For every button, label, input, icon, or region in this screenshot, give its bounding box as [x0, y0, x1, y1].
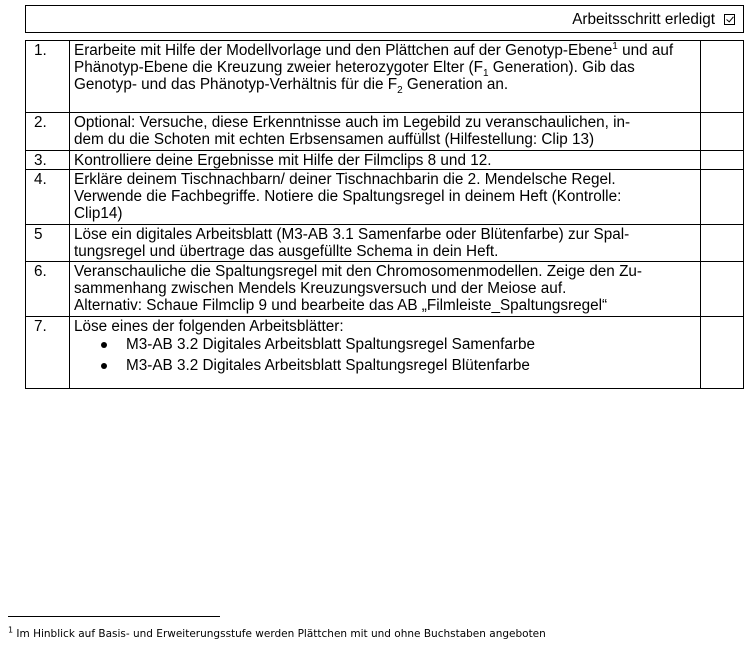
- footnote-separator: [8, 616, 220, 617]
- list-item: M3-AB 3.2 Digitales Arbeitsblatt Spaltungsregel Blütenfarbe: [126, 357, 696, 374]
- task-check-cell[interactable]: [701, 225, 744, 262]
- table-row: [26, 113, 744, 151]
- table-row: [26, 170, 744, 225]
- task-text: Erkläre deinem Tischnachbarn/ deiner Tischnachbarin die 2. Mendelsche Regel. Verwende die Fachbegriffe. Notiere die Spaltungsregel in deinem Heft (Kontrolle: Clip14): [70, 170, 701, 225]
- footnote-text: Im Hinblick auf Basis- und Erweiterungsstufe werden Plättchen mit und ohne Buchstaben angeboten: [13, 628, 546, 640]
- worksheet-list: [74, 336, 696, 374]
- list-item: M3-AB 3.2 Digitales Arbeitsblatt Spaltungsregel Samenfarbe: [126, 336, 696, 353]
- task-text: Optional: Versuche, diese Erkenntnisse auch im Legebild zu veranschaulichen, in- dem du die Schoten mit echten Erbsensamen auffüllst (Hilfestellung: Clip 13): [70, 113, 701, 151]
- task-check-cell[interactable]: [701, 317, 744, 389]
- task-check-cell[interactable]: [701, 41, 744, 113]
- task-table: [25, 5, 744, 389]
- task-check-cell[interactable]: [701, 262, 744, 317]
- footnote-marker: 1: [8, 625, 14, 635]
- task-text: Veranschauliche die Spaltungsregel mit den Chromosomenmodellen. Zeige den Zu- sammenhang zwischen Mendels Kreuzungsversuch und der Meiose auf. Alternativ: Schaue Filmclip 9 und bearbeite das AB „Filmleiste_Spaltungsregel“: [70, 262, 701, 317]
- task-number: 4.: [26, 170, 70, 225]
- footnote-ref: 1: [612, 40, 618, 52]
- table-row: [26, 41, 744, 113]
- table-row: [26, 151, 744, 170]
- table-row: [26, 225, 744, 262]
- task-number: 7.: [26, 317, 70, 389]
- task-text: Löse eines der folgenden Arbeitsblätter: M3-AB 3.2 Digitales Arbeitsblatt Spaltungsregel Samenfarbe M3-AB 3.2 Digitales Arbeitsblatt Spaltungsregel Blütenfarbe: [70, 317, 701, 389]
- spacer-row: [26, 33, 744, 41]
- task-check-cell[interactable]: [701, 170, 744, 225]
- task-text: Erarbeite mit Hilfe der Modellvorlage und den Plättchen auf der Genotyp-Ebene$^1$ und auf Phänotyp-Ebene die Kreuzung zweier heterozygoter Elter ($F_1$ Generation). Gib das Genotyp- und das Phänotyp-Verhältnis für die $F_2$ Generation an.: [70, 41, 701, 113]
- task-number: 5: [26, 225, 70, 262]
- task-text: Löse ein digitales Arbeitsblatt (M3-AB 3.1 Samenfarbe oder Blütenfarbe) zur Spal- tungsregel und übertrage das ausgefüllte Schema in dein Heft.: [70, 225, 701, 262]
- header-label: Arbeitsschritt erledigt: [572, 10, 716, 28]
- task-check-cell[interactable]: [701, 151, 744, 170]
- footnote: [8, 625, 546, 641]
- checked-checkbox-icon: [724, 14, 735, 25]
- table-row: [26, 262, 744, 317]
- task-number: 1.: [26, 41, 70, 113]
- task-check-cell[interactable]: [701, 113, 744, 151]
- task-number: 6.: [26, 262, 70, 317]
- task-number: 3.: [26, 151, 70, 170]
- task-text: Kontrolliere deine Ergebnisse mit Hilfe der Filmclips 8 und 12.: [70, 151, 701, 170]
- table-header-row: [26, 6, 744, 33]
- task-number: 2.: [26, 113, 70, 151]
- table-row: [26, 317, 744, 389]
- header-cell: [26, 6, 744, 33]
